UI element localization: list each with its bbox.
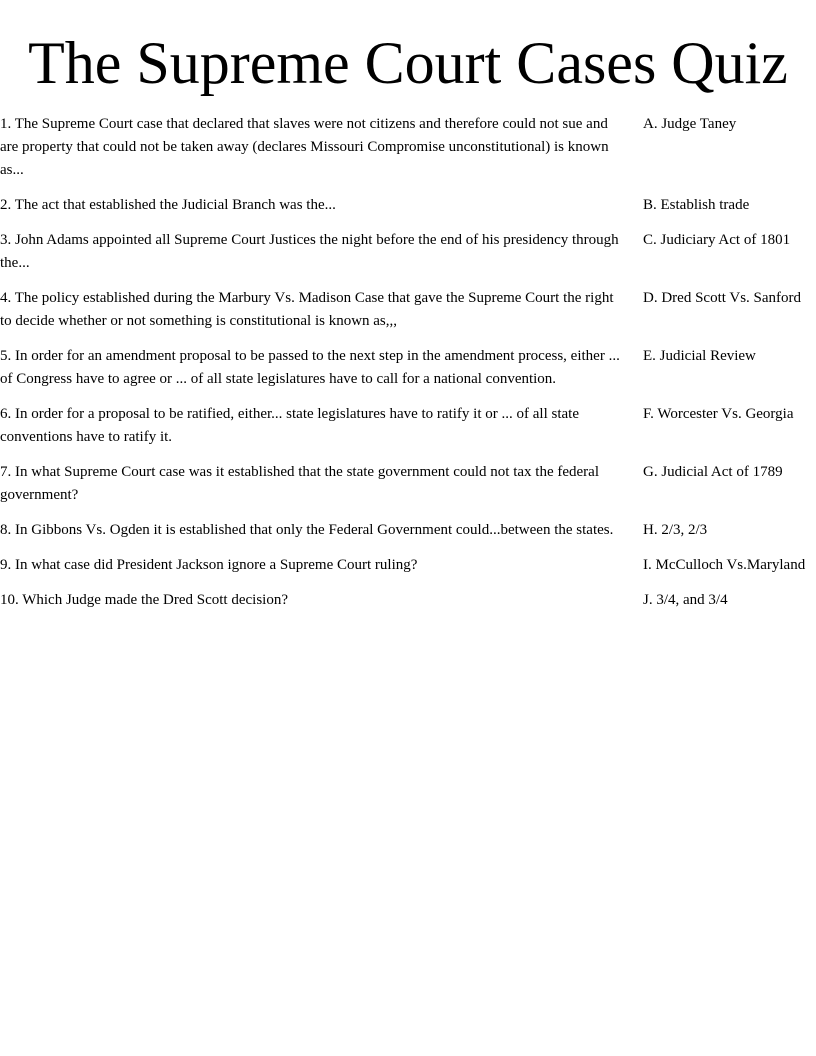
question-text: 2. The act that established the Judicial Branch was the... xyxy=(0,197,336,213)
quiz-row xyxy=(0,519,816,554)
quiz-row xyxy=(0,113,816,194)
question-text: 10. Which Judge made the Dred Scott decision? xyxy=(0,592,288,608)
question-text: 7. In what Supreme Court case was it established that the state government could not tax the federal government? xyxy=(0,464,599,503)
quiz-row xyxy=(0,229,816,287)
quiz-row xyxy=(0,589,816,624)
question-text: 9. In what case did President Jackson ignore a Supreme Court ruling? xyxy=(0,557,418,573)
answer-option: A. Judge Taney xyxy=(643,116,737,132)
quiz-row xyxy=(0,345,816,403)
quiz-row xyxy=(0,194,816,229)
question-text: 5. In order for an amendment proposal to be passed to the next step in the amendment process, either ... of Congress have to agree or ... of all state legislatures have to call for a national convention. xyxy=(0,348,620,387)
question-text: 1. The Supreme Court case that declared that slaves were not citizens and therefore could not sue and are property that could not be taken away (declares Missouri Compromise unconstitutional) is known as... xyxy=(0,116,609,178)
question-text: 6. In order for a proposal to be ratified, either... state legislatures have to ratify it or ... of all state conventions have to ratify it. xyxy=(0,406,579,445)
answer-option: I. McCulloch Vs.Maryland xyxy=(643,557,806,573)
answer-option: F. Worcester Vs. Georgia xyxy=(643,406,794,422)
quiz-table xyxy=(0,113,816,624)
answer-option: B. Establish trade xyxy=(643,197,750,213)
answer-option: G. Judicial Act of 1789 xyxy=(643,464,783,480)
answer-option: C. Judiciary Act of 1801 xyxy=(643,232,791,248)
quiz-row xyxy=(0,403,816,461)
quiz-row xyxy=(0,287,816,345)
question-text: 3. John Adams appointed all Supreme Court Justices the night before the end of his presidency through the... xyxy=(0,232,619,271)
answer-option: E. Judicial Review xyxy=(643,348,756,364)
question-text: 8. In Gibbons Vs. Ogden it is established that only the Federal Government could...between the states. xyxy=(0,522,614,538)
answer-option: J. 3/4, and 3/4 xyxy=(643,592,728,608)
quiz-row xyxy=(0,461,816,519)
answer-option: D. Dred Scott Vs. Sanford xyxy=(643,290,802,306)
quiz-title: The Supreme Court Cases Quiz xyxy=(28,30,788,96)
answer-option: H. 2/3, 2/3 xyxy=(643,522,708,538)
quiz-row xyxy=(0,554,816,589)
question-text: 4. The policy established during the Marbury Vs. Madison Case that gave the Supreme Court the right to decide whether or not something is constitutional is known as,,, xyxy=(0,290,614,329)
